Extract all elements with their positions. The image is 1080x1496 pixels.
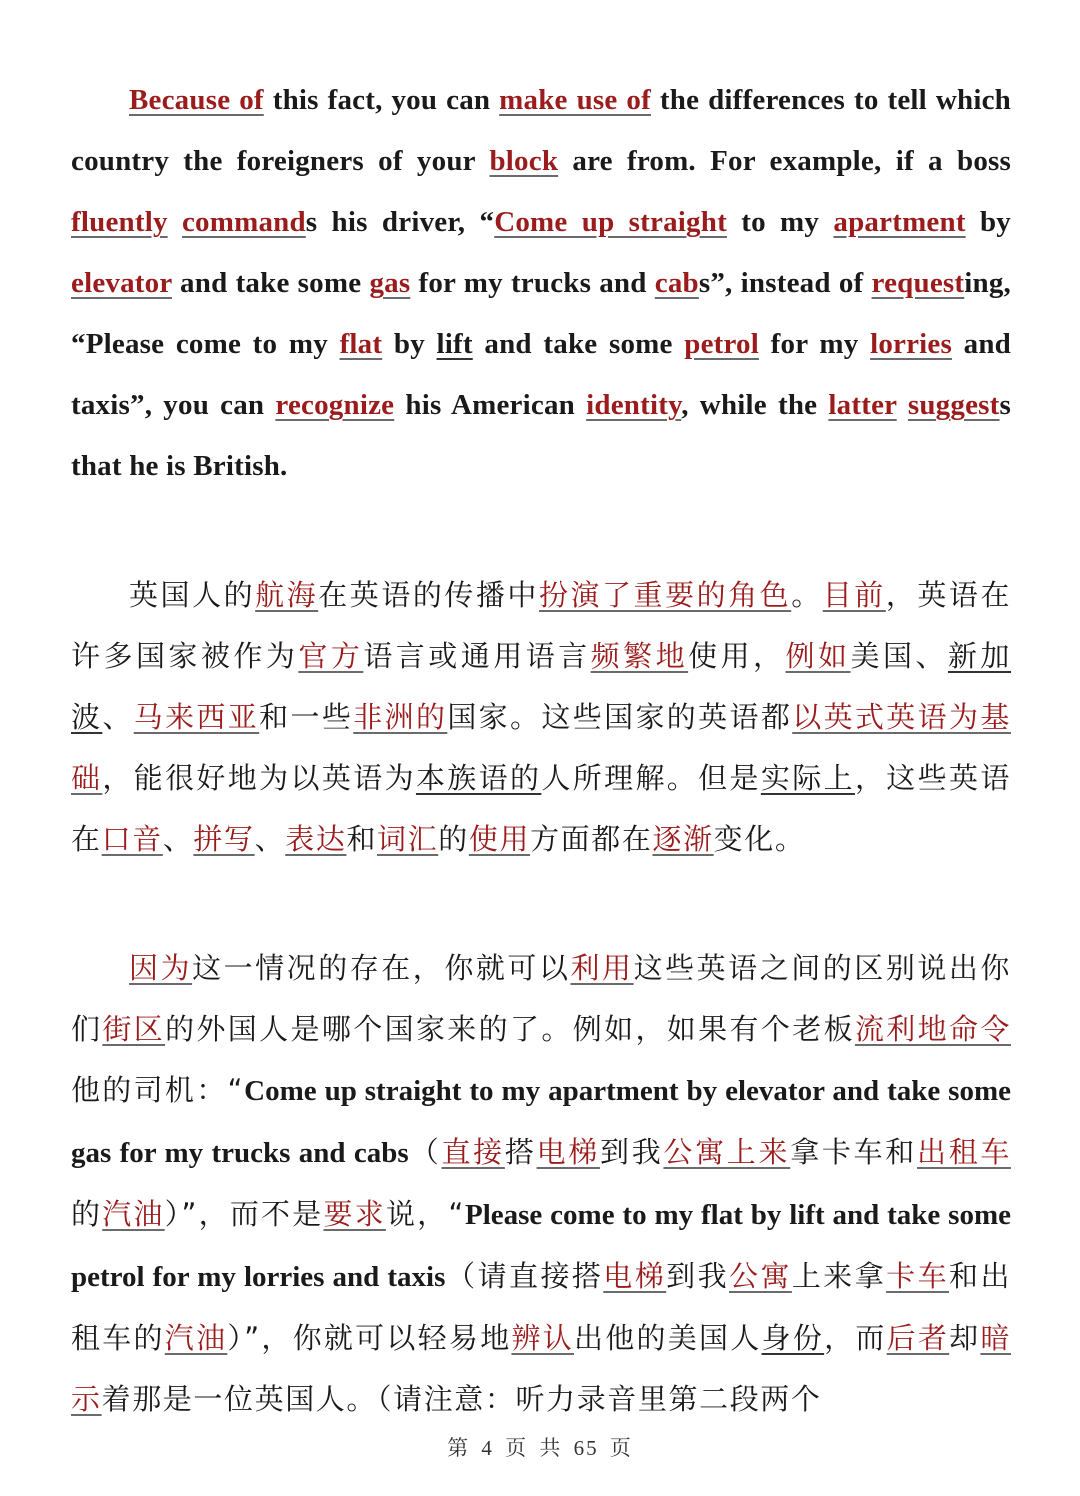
highlighted-term: cab: [654, 267, 699, 299]
highlighted-term: suggest: [907, 389, 1000, 421]
english-paragraph: [71, 70, 1011, 497]
text-run: 上来拿: [791, 1259, 887, 1293]
text-run: ，能很好地为以英语为: [102, 761, 416, 795]
underlined-term: 新加波: [71, 639, 1012, 734]
text-run: 他的司机：“: [71, 1073, 245, 1107]
text-run: 和出租车的: [71, 1259, 1012, 1355]
highlighted-term: petrol: [684, 328, 759, 360]
text-run: [168, 206, 182, 238]
text-run: 、: [254, 822, 286, 856]
text-run: ，而: [824, 1321, 887, 1355]
text-run: the differences to tell which country the foreigners of your: [71, 84, 1011, 177]
text-run: 美国、: [850, 639, 948, 673]
highlighted-term: apartment: [833, 206, 966, 238]
chinese-paragraph-2: [71, 938, 1011, 1430]
text-run: , while the: [681, 389, 829, 421]
highlighted-term: block: [489, 145, 559, 177]
text-run: 到我: [666, 1259, 730, 1293]
text-run: 在英语的传播中: [318, 578, 539, 612]
text-run: for my trucks and: [410, 267, 655, 299]
highlighted-term: 非洲的: [353, 700, 448, 734]
text-run: 的外国人是哪个国家来的了。例如，如果有个老板: [165, 1012, 855, 1046]
highlighted-term: flat: [339, 328, 383, 360]
text-run: 和: [346, 822, 378, 856]
highlighted-term: identity: [586, 389, 682, 421]
text-run: ing, “Please come to my: [71, 267, 1011, 360]
text-run: 、: [162, 822, 194, 856]
highlighted-term: 辨认: [511, 1321, 574, 1355]
underlined-term: 实际上: [760, 761, 855, 795]
highlighted-term: 官方: [298, 639, 364, 673]
english-quote: Come up straight to my apartment by elevator and take some gas for my trucks and cabs: [71, 1075, 1011, 1169]
highlighted-term: 街区: [102, 1012, 166, 1046]
highlighted-term: 使用: [468, 822, 531, 856]
highlighted-term: 拼写: [193, 822, 255, 856]
page-number-footer: 第 4 页 共 65 页: [447, 1436, 633, 1460]
highlighted-term: 出租车: [917, 1135, 1011, 1169]
text-run: s his driver, “: [305, 206, 495, 238]
text-run: 出他的美国人: [574, 1321, 762, 1355]
text-run: 的: [71, 1197, 103, 1231]
text-run: 说，“: [385, 1197, 465, 1231]
text-run: 搭: [504, 1135, 537, 1169]
highlighted-term: Because of: [129, 84, 264, 116]
text-run: and taxis”, you can: [71, 328, 1011, 421]
highlighted-term: make use of: [499, 84, 651, 116]
text-run: ）”，而不是: [164, 1197, 324, 1231]
highlighted-term: 公寓: [729, 1259, 792, 1293]
text-run: ）”，你就可以轻易地: [227, 1321, 512, 1355]
text-run: （: [408, 1135, 442, 1169]
chinese-paragraph-1: [71, 565, 1011, 870]
text-run: 变化。: [713, 822, 806, 856]
text-run: [897, 389, 908, 421]
highlighted-term: command: [181, 206, 306, 238]
highlighted-term: 公寓上来: [663, 1135, 791, 1169]
underlined-term: 身份: [761, 1321, 825, 1355]
document-page: [71, 70, 1011, 1430]
text-run: and take some: [472, 328, 685, 360]
text-run: （请直接搭: [445, 1259, 604, 1293]
text-run: 这些英语之间的区别说出你们: [71, 951, 1012, 1046]
highlighted-term: 逐渐: [652, 822, 714, 856]
text-run: 方面都在: [530, 822, 653, 856]
text-run: 、: [102, 700, 134, 734]
text-run: 的: [438, 822, 469, 856]
highlighted-term: 因为: [129, 951, 193, 985]
highlighted-term: 扮演了重要的角色: [538, 578, 792, 612]
text-run: ，这些英语在: [71, 761, 1011, 856]
text-run: for my: [759, 328, 871, 360]
text-run: 到我: [600, 1135, 664, 1169]
highlighted-term: 电梯: [603, 1259, 667, 1293]
highlighted-term: 卡车: [886, 1259, 950, 1293]
paragraph-gap: [71, 497, 1011, 565]
highlighted-term: 目前: [822, 578, 886, 612]
highlighted-term: request: [871, 267, 965, 299]
english-quote: Please come to my flat by lift and take some petrol for my lorries and taxis: [71, 1199, 1011, 1293]
text-run: this fact, you can: [263, 84, 500, 116]
highlighted-term: 汽油: [102, 1197, 165, 1231]
text-run: 着那是一位英国人。（请注意：听力录音里第二段两个: [101, 1382, 822, 1416]
text-run: to my: [726, 206, 834, 238]
highlighted-term: elevator: [71, 267, 172, 299]
underlined-term: lift: [436, 328, 473, 360]
text-run: 和一些: [259, 700, 354, 734]
highlighted-term: Come up straight: [494, 206, 727, 238]
highlighted-term: 后者: [886, 1321, 950, 1355]
text-run: 却: [949, 1321, 981, 1355]
paragraph-gap: [71, 870, 1011, 938]
text-run: and take some: [171, 267, 370, 299]
text-run: 使用，: [688, 639, 786, 673]
text-run: 人所理解。但是: [541, 761, 761, 795]
text-run: 语言或通用语言: [363, 639, 591, 673]
text-run: s that he is British.: [71, 389, 1011, 482]
highlighted-term: 词汇: [377, 822, 439, 856]
highlighted-term: 以英式英语为基础: [71, 700, 1011, 795]
text-run: 这一情况的存在，你就可以: [192, 951, 571, 985]
text-run: ，英语在许多国家被作为: [71, 578, 1012, 673]
text-run: s”, instead of: [698, 267, 872, 299]
highlighted-term: 频繁地: [590, 639, 689, 673]
highlighted-term: 马来西亚: [133, 700, 260, 734]
text-run: 国家。这些国家的英语都: [447, 700, 793, 734]
text-run: 英国人的: [129, 578, 256, 612]
highlighted-term: 暗示: [71, 1321, 1012, 1416]
highlighted-term: 航海: [255, 578, 319, 612]
underlined-term: 本族语的: [415, 761, 542, 795]
highlighted-term: latter: [828, 389, 897, 421]
text-run: his American: [394, 389, 587, 421]
highlighted-term: lorries: [870, 328, 952, 360]
text-run: are from. For example, if a boss: [558, 145, 1012, 177]
text-run: by: [382, 328, 437, 360]
text-run: 拿卡车和: [790, 1135, 917, 1169]
highlighted-term: 汽油: [164, 1321, 228, 1355]
highlighted-term: fluently: [71, 206, 168, 238]
highlighted-term: recognize: [275, 389, 395, 421]
highlighted-term: gas: [369, 267, 411, 299]
highlighted-term: 直接: [441, 1135, 505, 1169]
highlighted-term: 流利地命令: [854, 1012, 1011, 1046]
text-run: 。: [791, 578, 823, 612]
highlighted-term: 表达: [285, 822, 347, 856]
highlighted-term: 例如: [785, 639, 851, 673]
highlighted-term: 利用: [570, 951, 634, 985]
highlighted-term: 要求: [323, 1197, 386, 1231]
text-run: by: [965, 206, 1011, 238]
highlighted-term: 口音: [101, 822, 163, 856]
highlighted-term: 电梯: [536, 1135, 600, 1169]
